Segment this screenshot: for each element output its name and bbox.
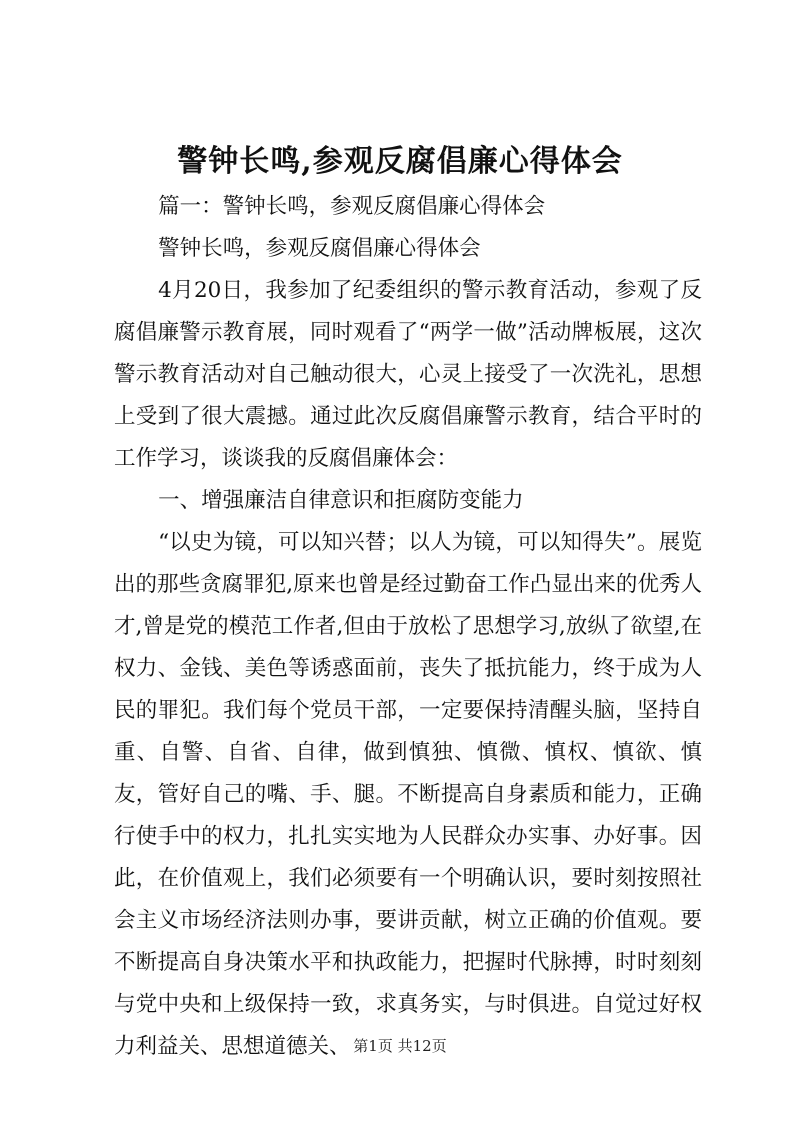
document-body — [114, 186, 702, 1068]
document-title: 警钟长鸣,参观反腐倡廉心得体会 — [177, 144, 623, 179]
body-paragraph: “以史为镜，可以知兴替；以人为镜，可以知得失”。展览出的那些贪腐罪犯,原来也曾是经过勤奋工作凸显出来的优秀人才,曾是党的模范工作者,但由于放松了思想学习,放纵了欲望,在权力、金钱、美色等诱惑面前，丧失了抵抗能力，终于成为人民的罪犯。我们每个党员干部，一定要保持清醒头脑，坚持自重、自警、自省、自律，做到慎独、慎微、慎权、慎欲、慎友，管好自己的嘴、手、腿。不断提高自身素质和能力，正确行使手中的权力，扎扎实实地为人民群众办实事、办好事。因此，在价值观上，我们必须要有一个明确认识，要时刻按照社会主义市场经济法则办事，要讲贡献，树立正确的价值观。要不断提高自身决策水平和执政能力，把握时代脉搏，时时刻刻与党中央和上级保持一致，求真务实，与时俱进。自觉过好权力利益关、思想道德关、 — [114, 530, 702, 1059]
subsection-heading: 一、增强廉洁自律意识和拒腐防变能力 — [158, 488, 524, 513]
body-paragraph: 4月20日，我参加了纪委组织的警示教育活动，参观了反腐倡廉警示教育展，同时观看了“两学一做”活动牌板展，这次警示教育活动对自己触动很大，心灵上接受了一次洗礼，思想上受到了很大震撼。通过此次反腐倡廉警示教育，结合平时的工作学习，谈谈我的反腐倡廉体会： — [114, 278, 702, 471]
page-number-footer: 第1页 共12页 — [353, 1037, 447, 1055]
article-title: 警钟长鸣，参观反腐倡廉心得体会 — [158, 236, 481, 261]
section-heading: 篇一：警钟长鸣，参观反腐倡廉心得体会 — [158, 194, 546, 219]
